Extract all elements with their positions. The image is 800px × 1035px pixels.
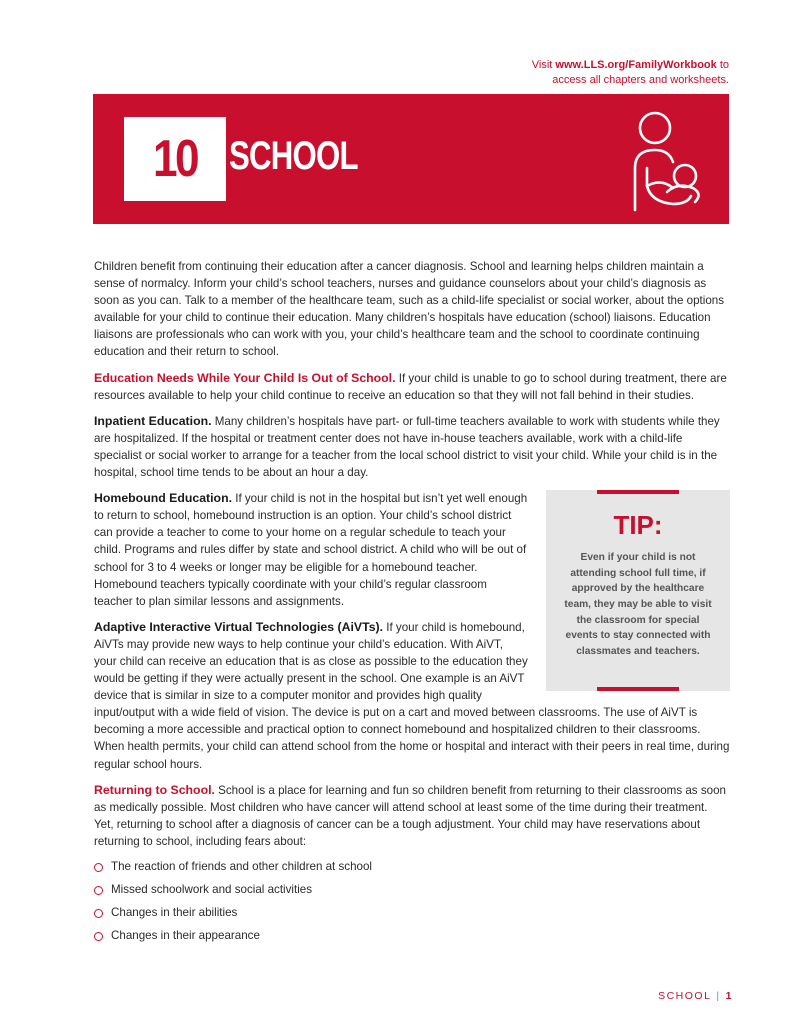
aivt-heading: Adaptive Interactive Virtual Technologies (AiVTs). bbox=[94, 619, 384, 634]
inpatient-text: Many children’s hospitals have part- or full-time teachers available to work with students while they are hospitalized. If the hospital or treatment center does not have in-house teachers available, work with a child-life specialist or social worker to arrange for a teacher from the local school district to visit your child. While your child is in the hospital, school time tends to be about an hour a day. bbox=[94, 414, 720, 480]
list-item-text: The reaction of friends and other children at school bbox=[111, 860, 373, 873]
intro-paragraph: Children benefit from continuing their education after a cancer diagnosis. School and learning helps children maintain a sense of normalcy. Inform your child’s school teachers, nurses and guidance counselors about your child’s diagnosis as soon as you can. Talk to a member of the healthcare team, such as a child-life specialist or social worker, about the options available for your child to continue their education. Many children’s hospitals have education (school) liaisons. Education liaisons are professionals who can work with you, your child’s healthcare team and the school to coordinate continuing education and their return to school. bbox=[94, 260, 725, 359]
list-item bbox=[94, 882, 730, 899]
tip-callout bbox=[546, 490, 730, 691]
chapter-body bbox=[94, 258, 730, 951]
list-item-text: Missed schoolwork and social activities bbox=[111, 882, 313, 896]
list-item bbox=[94, 928, 730, 945]
inpatient-heading: Inpatient Education. bbox=[94, 413, 212, 428]
aivt-text: If your child is homebound, AiVTs may provide new ways to help continue your child’s education. With AiVT, your child can receive an education that is as close as possible to the education they would be getting if they were actually present in the school. One example is an AiVT device that is similar in size to a computer monitor and provides high quality input/output with a wide field of vision. The device is put on a cart and moved between classrooms. The use of AiVT is becoming a more accessible and practical option to connect homebound and hospitalized children to their classrooms. When health permits, your child can attend school from the home or hospital and interact with their peers in real time, during regular school hours. bbox=[94, 620, 730, 771]
bullet-circle-icon bbox=[94, 886, 103, 895]
page-footer bbox=[658, 990, 733, 1002]
tip-bottom-rule bbox=[597, 687, 679, 691]
inpatient-paragraph bbox=[94, 413, 730, 481]
visit-suffix: to bbox=[716, 59, 729, 71]
workbook-link-note bbox=[532, 58, 729, 88]
homebound-text: If your child is not in the hospital but isn’t yet well enough to return to school, homebound instruction is an option. Your child’s school district can provide a teacher to come to your home on a regular schedule to teach your child. Programs and rules differ by state and school district. A child who will be out of school for 3 to 4 weeks or longer may be eligible for a homebound teacher. Homebound teachers typically coordinate with your child’s regular classroom teacher to plan similar lessons and assignments. bbox=[94, 492, 528, 608]
list-item-text: Changes in their abilities bbox=[111, 905, 238, 919]
list-item bbox=[94, 905, 730, 922]
workbook-url-link[interactable]: www.LLS.org/FamilyWorkbook bbox=[555, 59, 717, 71]
list-item bbox=[94, 859, 730, 876]
parent-holding-child-icon bbox=[617, 106, 717, 214]
chapter-number: 10 bbox=[124, 117, 226, 201]
education-needs-heading: Education Needs While Your Child Is Out of School. bbox=[94, 370, 396, 385]
returning-heading: Returning to School. bbox=[94, 782, 215, 797]
footer-separator: | bbox=[716, 990, 721, 1002]
list-item-text: Changes in their appearance bbox=[111, 928, 260, 942]
visit-prefix: Visit bbox=[531, 59, 556, 71]
footer-section: SCHOOL bbox=[658, 990, 712, 1002]
bullet-circle-icon bbox=[94, 863, 103, 872]
tip-title: TIP: bbox=[613, 510, 663, 541]
tip-top-rule bbox=[597, 490, 679, 494]
homebound-block bbox=[94, 490, 730, 773]
chapter-banner bbox=[93, 94, 729, 224]
fears-list bbox=[94, 859, 730, 945]
bullet-circle-icon bbox=[94, 932, 103, 941]
bullet-circle-icon bbox=[94, 909, 103, 918]
returning-paragraph bbox=[94, 782, 730, 850]
homebound-heading: Homebound Education. bbox=[94, 491, 232, 506]
education-needs-paragraph bbox=[94, 370, 730, 404]
education-needs-text: If your child is unable to go to school during treatment, there are resources available to help your child continue to receive an education so that they will not fall behind in their studies. bbox=[94, 371, 727, 402]
returning-text: School is a place for learning and fun so children benefit from returning to their classrooms as soon as medically possible. Most children who have cancer will attend school at least some of the time during their treatment. Yet, returning to school after a diagnosis of cancer can be a tough adjustment. Your child may have reservations about returning to school, including fears about: bbox=[94, 783, 726, 848]
visit-line-2: access all chapters and worksheets. bbox=[552, 74, 729, 86]
tip-text: Even if your child is not attending school full time, if approved by the healthcare team, they may be able to visit the classroom for special events to stay connected with classmates and teachers. bbox=[564, 552, 712, 657]
page-number: 1 bbox=[725, 990, 733, 1002]
chapter-title: SCHOOL bbox=[229, 134, 358, 178]
